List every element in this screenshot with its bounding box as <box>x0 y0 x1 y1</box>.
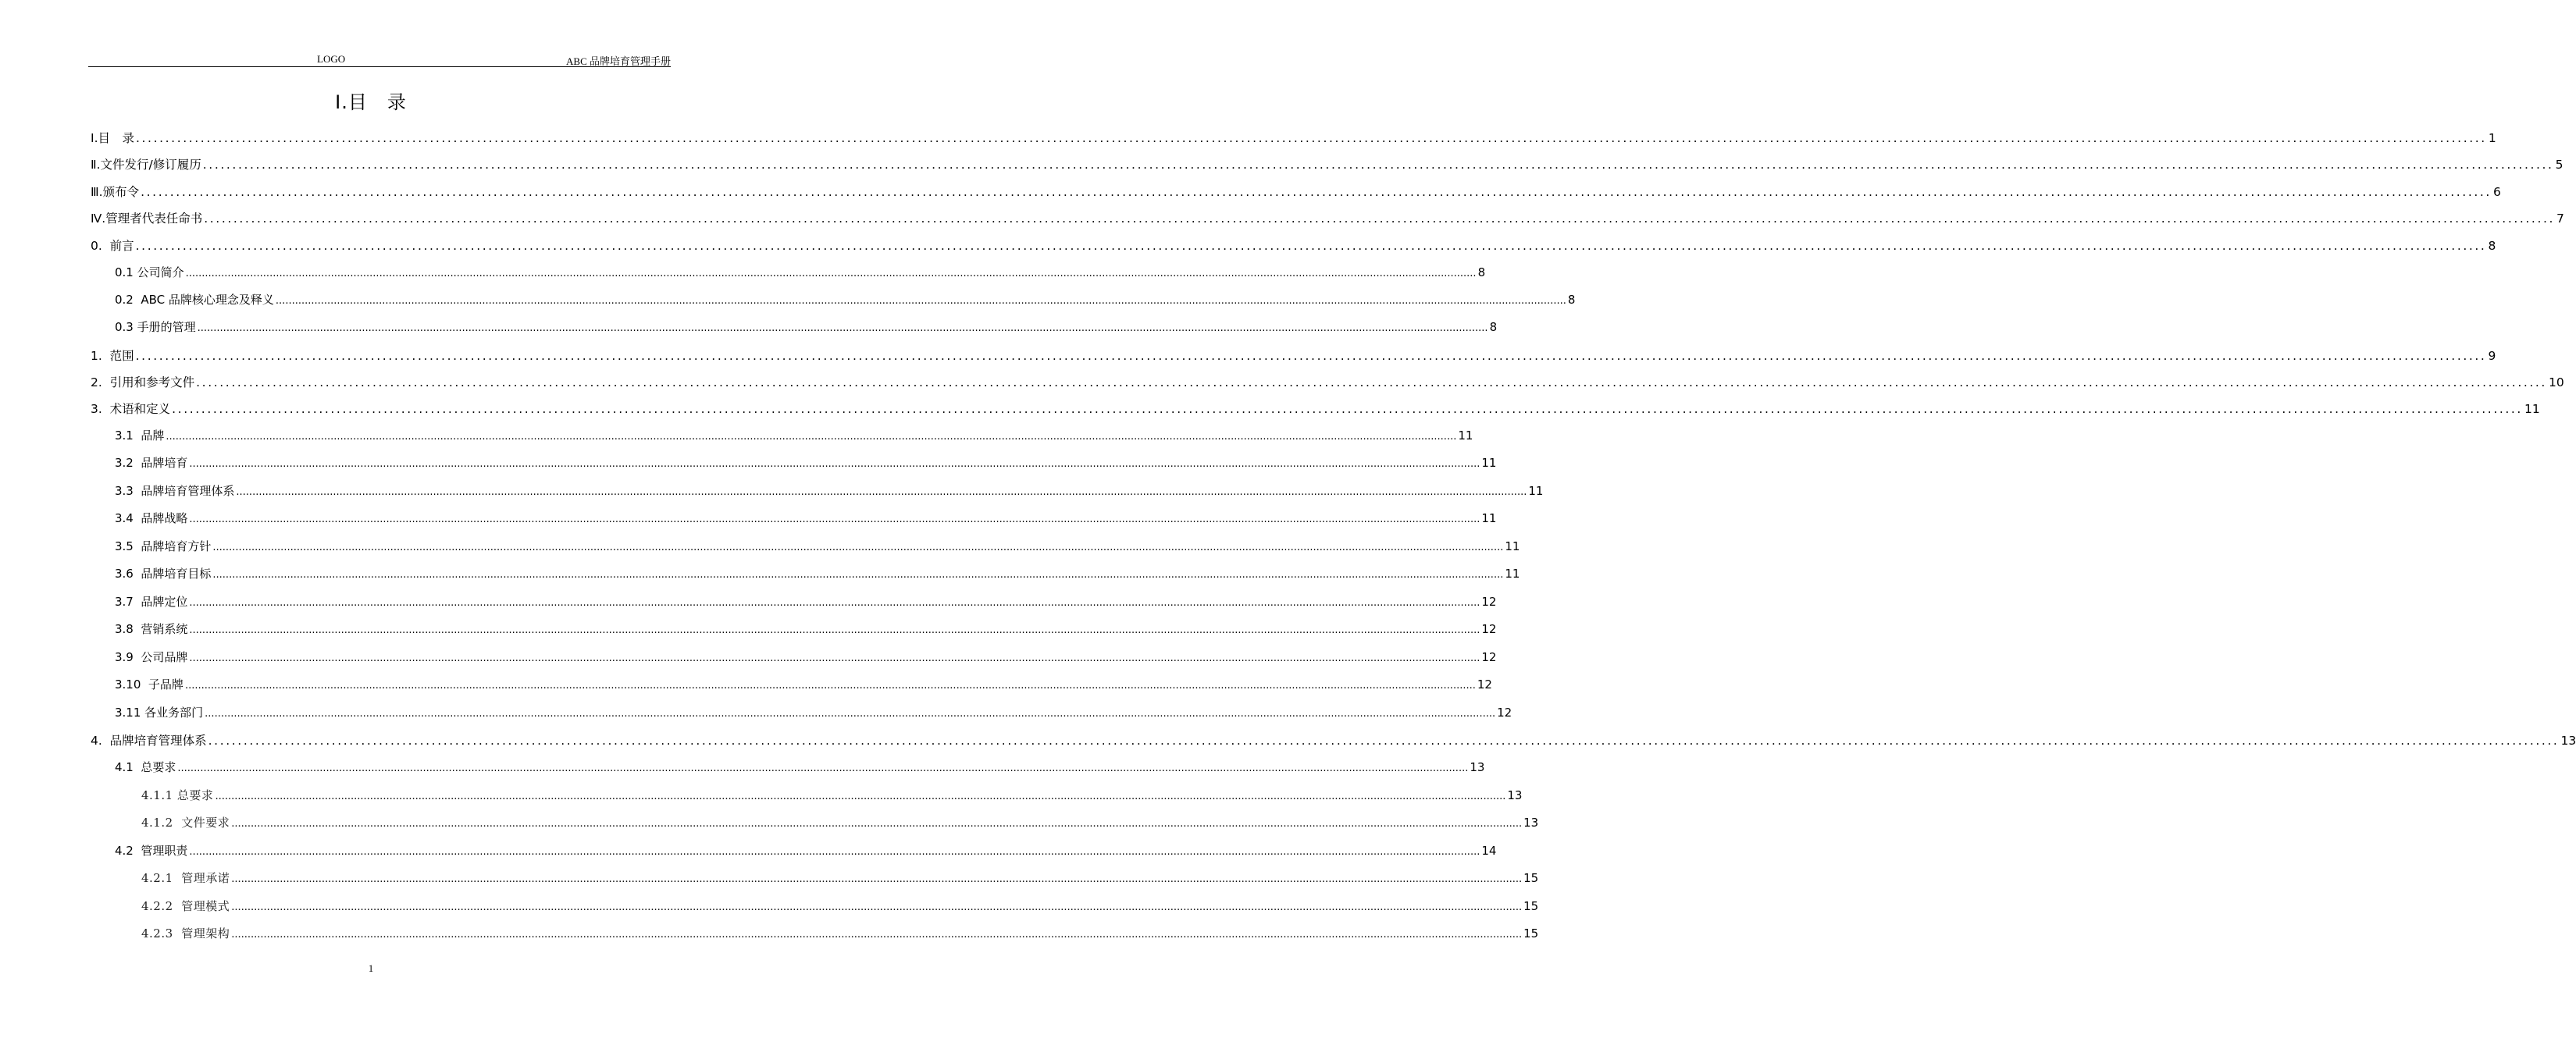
toc-leader-dots: ................................................................................................................................................................................................................................................................................................................................................................................................................ <box>204 212 2556 226</box>
toc-entry[interactable] <box>141 787 1523 805</box>
toc-entry-page: 11 <box>1528 484 1544 498</box>
toc-entry[interactable] <box>115 842 1497 861</box>
toc-entry-page: 13 <box>1507 788 1523 802</box>
toc-entry[interactable] <box>141 898 1539 916</box>
toc-leader-dots: ................................................................................................................................................................................................................................................................................................................................................................................................................ <box>208 734 2560 748</box>
toc-leader-dots: ................................................................................................................................................................................................................................................................................................................................................................................................................ <box>166 431 1457 443</box>
toc-leader-dots: ................................................................................................................................................................................................................................................................................................................................................................................................................ <box>172 402 2523 416</box>
toc-entry[interactable] <box>115 318 1498 337</box>
toc-entry-page: 8 <box>2488 239 2496 253</box>
toc-entry-page: 12 <box>1477 677 1492 692</box>
toc-leader-dots: ................................................................................................................................................................................................................................................................................................................................................................................................................ <box>231 929 1523 941</box>
toc-entry-label: 0.3 手册的管理 <box>115 320 196 334</box>
toc-entry[interactable] <box>115 593 1497 612</box>
toc-leader-dots: ................................................................................................................................................................................................................................................................................................................................................................................................................ <box>177 763 1469 774</box>
toc-leader-dots: ................................................................................................................................................................................................................................................................................................................................................................................................................ <box>215 791 1506 802</box>
toc-leader-dots: ................................................................................................................................................................................................................................................................................................................................................................................................................ <box>136 131 2487 145</box>
toc-entry[interactable] <box>115 427 1473 446</box>
toc-entry-label: 2. 引用和参考文件 <box>91 375 195 389</box>
toc-leader-dots: ................................................................................................................................................................................................................................................................................................................................................................................................................ <box>189 624 1480 636</box>
toc-entry-label: 4.1.2 文件要求 <box>141 816 230 830</box>
toc-entry-label: 4. 品牌培育管理体系 <box>91 734 207 748</box>
toc-entry[interactable] <box>115 565 1520 584</box>
toc-entry-page: 12 <box>1481 650 1497 664</box>
toc-entry-page: 7 <box>2556 212 2564 226</box>
toc-leader-dots: ................................................................................................................................................................................................................................................................................................................................................................................................................ <box>212 542 1504 553</box>
toc-entry-page: 5 <box>2555 158 2564 172</box>
toc-entry-page: 12 <box>1497 706 1512 720</box>
toc-entry-page: 11 <box>1505 539 1520 553</box>
toc-entry[interactable] <box>115 510 1497 528</box>
toc-entry-page: 8 <box>1567 293 1576 307</box>
toc-entry-page: 11 <box>1505 567 1520 581</box>
toc-entry-page: 9 <box>2488 349 2496 363</box>
toc-entry-page: 12 <box>1481 622 1497 636</box>
toc-leader-dots: ................................................................................................................................................................................................................................................................................................................................................................................................................ <box>231 818 1523 830</box>
toc-entry-page: 8 <box>1477 265 1486 279</box>
toc-entry-page: 10 <box>2548 375 2564 389</box>
toc-entry[interactable] <box>115 759 1485 777</box>
toc-leader-dots: ................................................................................................................................................................................................................................................................................................................................................................................................................ <box>275 295 1566 307</box>
toc-leader-dots: ................................................................................................................................................................................................................................................................................................................................................................................................................ <box>184 680 1476 692</box>
header-logo: LOGO <box>317 53 346 65</box>
header-doc-title: ABC 品牌培育管理手册 <box>566 55 671 67</box>
toc-entry-page: 15 <box>1523 899 1539 913</box>
toc-entry[interactable] <box>91 183 2501 201</box>
toc-entry-label: Ⅰ.目 录 <box>91 131 134 145</box>
toc-entry-label: 4.2.2 管理模式 <box>141 899 230 913</box>
toc-entry-page: 14 <box>1481 844 1497 858</box>
toc-entry-label: 4.1 总要求 <box>115 760 176 774</box>
header-rule <box>88 66 671 67</box>
toc-entry-label: 3.7 品牌定位 <box>115 595 188 609</box>
footer-page-number: 1 <box>368 962 374 974</box>
toc-entry[interactable] <box>115 676 1492 695</box>
toc-entry[interactable] <box>91 155 2564 174</box>
toc-entry[interactable] <box>115 538 1520 557</box>
toc-entry[interactable] <box>91 400 2540 418</box>
toc-leader-dots: ................................................................................................................................................................................................................................................................................................................................................................................................................ <box>231 873 1523 885</box>
toc-entry[interactable] <box>115 649 1497 667</box>
toc-entry-page: 11 <box>1458 428 1473 443</box>
toc-entry-label: 3.10 子品牌 <box>115 677 183 692</box>
toc-entry[interactable] <box>115 704 1512 723</box>
toc-entry-page: 12 <box>1481 595 1497 609</box>
toc-entry-label: 0.1 公司简介 <box>115 265 184 279</box>
toc-entry-label: 3.1 品牌 <box>115 428 165 443</box>
toc-leader-dots: ................................................................................................................................................................................................................................................................................................................................................................................................................ <box>189 653 1480 664</box>
toc-leader-dots: ................................................................................................................................................................................................................................................................................................................................................................................................................ <box>205 708 1496 720</box>
toc-entry-label: Ⅳ.管理者代表任命书 <box>91 212 203 226</box>
toc-entry[interactable] <box>141 925 1539 944</box>
toc-entry[interactable] <box>115 291 1576 310</box>
toc-title: Ⅰ.目 录 <box>335 91 407 113</box>
toc-entry-page: 13 <box>1470 760 1485 774</box>
toc-entry-label: 4.2.3 管理架构 <box>141 926 230 941</box>
toc-entry-label: Ⅲ.颁布令 <box>91 185 140 199</box>
toc-entry-label: 3.9 公司品牌 <box>115 650 188 664</box>
toc-leader-dots: ................................................................................................................................................................................................................................................................................................................................................................................................................ <box>212 569 1504 581</box>
toc-entry-label: 1. 范围 <box>91 349 134 363</box>
toc-entry-page: 6 <box>2492 185 2501 199</box>
toc-entry[interactable] <box>91 236 2496 255</box>
toc-entry-page: 13 <box>2560 734 2576 748</box>
toc-entry-label: Ⅱ.文件发行/修订履历 <box>91 158 201 172</box>
toc-entry[interactable] <box>115 482 1544 501</box>
toc-entry-label: 3.2 品牌培育 <box>115 456 188 470</box>
toc-entry[interactable] <box>91 209 2564 228</box>
toc-entry-page: 11 <box>1481 511 1497 525</box>
toc-entry[interactable] <box>115 621 1497 639</box>
toc-leader-dots: ................................................................................................................................................................................................................................................................................................................................................................................................................ <box>189 514 1480 525</box>
toc-entry[interactable] <box>141 869 1539 888</box>
toc-entry[interactable] <box>115 264 1486 283</box>
toc-leader-dots: ................................................................................................................................................................................................................................................................................................................................................................................................................ <box>231 901 1523 913</box>
toc-leader-dots: ................................................................................................................................................................................................................................................................................................................................................................................................................ <box>189 597 1480 609</box>
toc-leader-dots: ................................................................................................................................................................................................................................................................................................................................................................................................................ <box>189 458 1480 470</box>
toc-entry-page: 13 <box>1523 816 1539 830</box>
page-header <box>88 52 671 67</box>
toc-entry[interactable] <box>91 129 2496 148</box>
toc-leader-dots: ................................................................................................................................................................................................................................................................................................................................................................................................................ <box>202 158 2554 172</box>
toc-entry-label: 0. 前言 <box>91 239 134 253</box>
toc-entry-label: 3. 术语和定义 <box>91 402 171 416</box>
toc-entry-label: 3.3 品牌培育管理体系 <box>115 484 235 498</box>
toc-leader-dots: ................................................................................................................................................................................................................................................................................................................................................................................................................ <box>197 322 1488 334</box>
toc-entry-page: 15 <box>1523 871 1539 885</box>
toc-leader-dots: ................................................................................................................................................................................................................................................................................................................................................................................................................ <box>135 349 2487 363</box>
toc-entry-page: 8 <box>1489 320 1498 334</box>
toc-entry-label: 4.2 管理职责 <box>115 844 188 858</box>
toc-leader-dots: ................................................................................................................................................................................................................................................................................................................................................................................................................ <box>189 846 1480 858</box>
toc-entry[interactable] <box>91 373 2564 392</box>
toc-leader-dots: ................................................................................................................................................................................................................................................................................................................................................................................................................ <box>236 486 1527 498</box>
toc-leader-dots: ................................................................................................................................................................................................................................................................................................................................................................................................................ <box>196 375 2547 389</box>
toc-entry[interactable] <box>115 454 1497 473</box>
toc-entry-page: 11 <box>2524 402 2540 416</box>
toc-leader-dots: ................................................................................................................................................................................................................................................................................................................................................................................................................ <box>185 268 1477 279</box>
toc-entry[interactable] <box>141 814 1539 833</box>
toc-entry-label: 4.2.1 管理承诺 <box>141 871 230 885</box>
toc-entry-label: 3.4 品牌战略 <box>115 511 188 525</box>
toc-entry-label: 3.8 营销系统 <box>115 622 188 636</box>
toc-entry[interactable] <box>91 731 2576 750</box>
toc-entry-label: 0.2 ABC 品牌核心理念及释义 <box>115 293 274 307</box>
toc-entry-page: 15 <box>1523 926 1539 941</box>
toc-entry-label: 4.1.1 总要求 <box>141 788 214 802</box>
toc-entry-page: 11 <box>1481 456 1497 470</box>
toc-entry-label: 3.11 各业务部门 <box>115 706 204 720</box>
toc-entry-label: 3.6 品牌培育目标 <box>115 567 212 581</box>
toc-entry[interactable] <box>91 347 2496 365</box>
toc-leader-dots: ................................................................................................................................................................................................................................................................................................................................................................................................................ <box>135 239 2487 253</box>
toc-entry-label: 3.5 品牌培育方针 <box>115 539 212 553</box>
toc-entry-page: 1 <box>2488 131 2496 145</box>
toc-leader-dots: ................................................................................................................................................................................................................................................................................................................................................................................................................ <box>141 185 2492 199</box>
